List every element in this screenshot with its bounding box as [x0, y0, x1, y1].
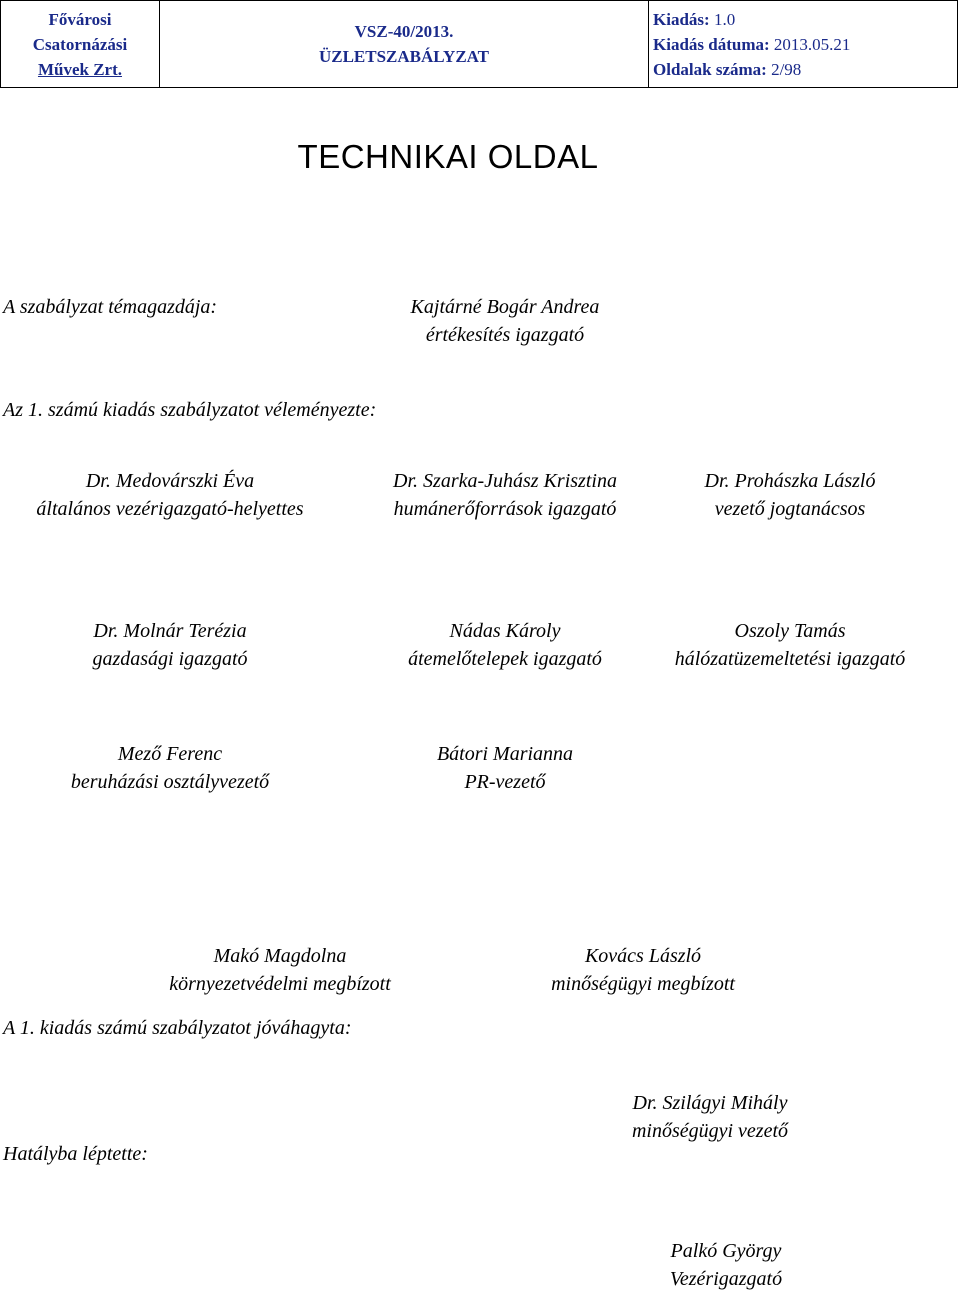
page-title: TECHNIKAI OLDAL	[297, 138, 599, 175]
document-header	[0, 0, 958, 88]
reviewer-name: Bátori Marianna	[436, 743, 574, 765]
reviewer-role: környezetvédelmi megbízott	[169, 973, 391, 995]
reviewer-name: Dr. Medovárszki Éva	[85, 470, 255, 492]
enforcement-label: Hatályba léptette:	[3, 1143, 148, 1165]
reviewer-role: átemelőtelepek igazgató	[408, 648, 602, 670]
reviewer-name: Nádas Károly	[449, 620, 561, 642]
reviewer-name: Dr. Molnár Terézia	[93, 620, 247, 642]
pages-value: 2/98	[771, 59, 802, 79]
owner-role: értékesítés igazgató	[425, 324, 585, 346]
document-type: ÜZLETSZABÁLYZAT	[318, 47, 490, 66]
document-id-cell	[160, 1, 649, 88]
approver-block	[576, 1089, 844, 1145]
reviewer-role: általános vezérigazgató-helyettes	[36, 498, 304, 520]
reviewer-role: humánerőforrások igazgató	[393, 498, 617, 520]
reviewer-role: beruházási osztályvezető	[70, 771, 270, 793]
company-line-1: Fővárosi	[48, 9, 112, 29]
company-line-3: Művek Zrt.	[37, 59, 123, 79]
company-name-cell	[1, 1, 160, 88]
issue-info-cell	[649, 1, 958, 88]
reviewer-role: PR-vezető	[464, 771, 546, 793]
enforcer-block	[606, 1237, 846, 1293]
reviewer-name: Oszoly Tamás	[734, 620, 846, 642]
reviewer-role: hálózatüzemeltetési igazgató	[674, 648, 906, 670]
pages-label: Oldalak száma:	[653, 59, 767, 79]
approver-name: Dr. Szilágyi Mihály	[632, 1092, 788, 1114]
owner-block	[355, 293, 655, 349]
owner-name: Kajtárné Bogár Andrea	[410, 296, 600, 318]
issue-label: Kiadás:	[653, 9, 710, 29]
reviewer-1	[10, 467, 330, 523]
issue-date-value: 2013.05.21	[773, 34, 851, 54]
reviewer-role: gazdasági igazgató	[92, 648, 248, 670]
reviewer-5	[345, 617, 665, 673]
reviewer-name: Kovács László	[584, 945, 702, 967]
approval-heading: A 1. kiadás számú szabályzatot jóváhagyta:	[3, 1017, 352, 1039]
issue-value: 1.0	[713, 9, 736, 29]
enforcer-name: Palkó György	[670, 1240, 782, 1262]
issue-date-label: Kiadás dátuma:	[653, 34, 770, 54]
owner-label: A szabályzat témagazdája:	[3, 296, 218, 318]
reviewer-7	[10, 740, 330, 796]
document-code: VSZ-40/2013.	[354, 22, 454, 41]
approver-role: minőségügyi vezető	[631, 1120, 789, 1142]
reviewer-9	[130, 942, 430, 998]
reviewer-6	[625, 617, 955, 673]
enforcer-role: Vezérigazgató	[669, 1268, 783, 1290]
reviewer-10	[493, 942, 793, 998]
company-line-2: Csatornázási	[32, 34, 128, 54]
reviewer-4	[10, 617, 330, 673]
reviewer-role: minőségügyi megbízott	[551, 973, 735, 995]
reviewer-role: vezető jogtanácsos	[714, 498, 866, 520]
reviewer-8	[345, 740, 665, 796]
reviewer-name: Dr. Szarka-Juhász Krisztina	[393, 470, 617, 492]
reviewer-2	[345, 467, 665, 523]
reviewer-name: Mező Ferenc	[117, 743, 223, 765]
reviewers-heading: Az 1. számú kiadás szabályzatot véleményezte:	[3, 399, 377, 421]
reviewer-3	[625, 467, 955, 523]
reviewer-name: Makó Magdolna	[213, 945, 347, 967]
reviewer-name: Dr. Prohászka László	[704, 470, 876, 492]
